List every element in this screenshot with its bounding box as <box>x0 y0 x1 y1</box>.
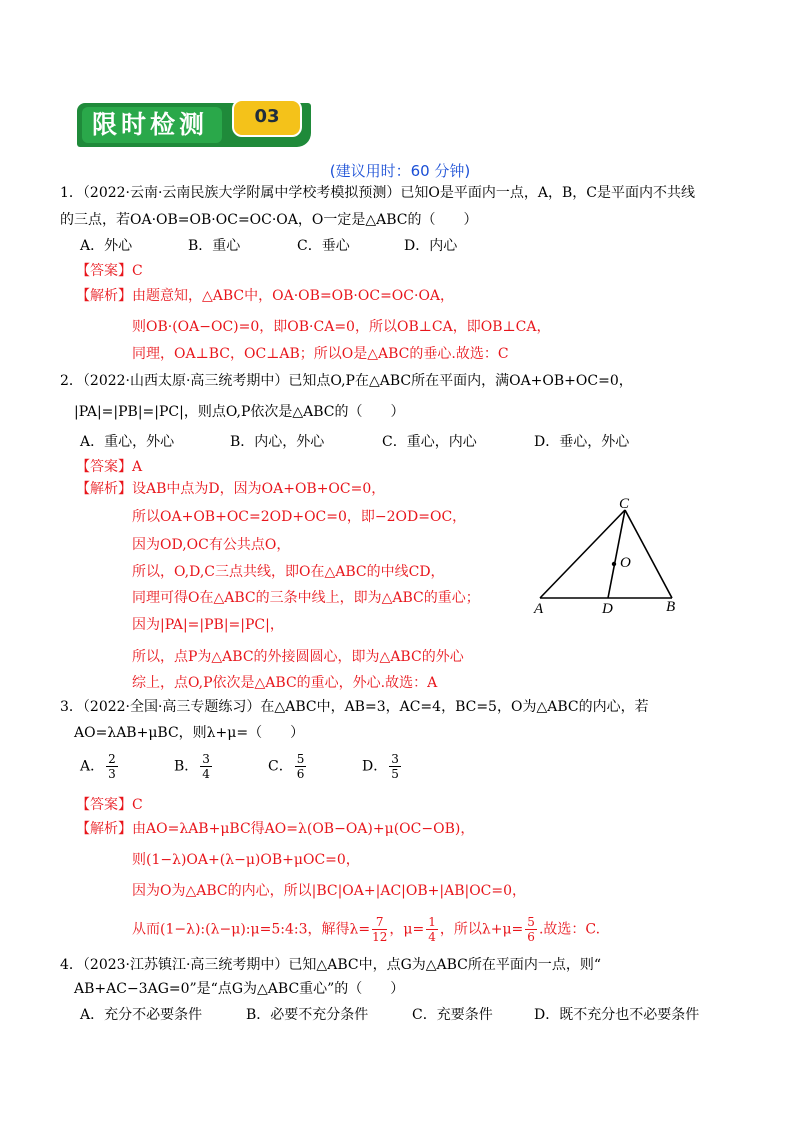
q3-option-a-fraction: $\frac{2}{3}$ <box>108 752 116 781</box>
q2-option-a: A．重心，外心 <box>80 434 175 450</box>
q3-option-b-fraction: $\frac{3}{4}$ <box>202 752 210 781</box>
label-d: D <box>602 601 613 617</box>
q3-lambda-fraction: $\frac{7}{12}$ <box>372 915 388 944</box>
q2-answer: 【答案】A <box>76 459 143 475</box>
triangle-figure <box>530 492 690 617</box>
q2-explanation-8: 综上，点O,P依次是△ABC的重心，外心.故选：A <box>132 675 438 691</box>
q3-explanation-2: 则(1−λ)OA+(λ−μ)OB+μOC=0， <box>132 852 360 868</box>
q1-option-a: A．外心 <box>80 238 133 254</box>
q2-line2: |PA|=|PB|=|PC|，则点O,P依次是△ABC的（ ） <box>74 404 405 420</box>
label-o: O <box>620 555 631 571</box>
q2-explanation-5: 同理可得O在△ABC的三条中线上，即为△ABC的重心； <box>132 590 480 606</box>
label-a: A <box>534 601 544 617</box>
q3-option-d: D． $\frac{3}{5}$ <box>362 752 399 781</box>
q2-explanation-6: 因为|PA|=|PB|=|PC|， <box>132 617 284 633</box>
q2-option-c: C．重心，内心 <box>382 434 477 450</box>
q3-answer: 【答案】C <box>76 797 143 813</box>
q1-explanation-1: 【解析】由题意知，△ABC中，OA·OB=OB·OC=OC·OA， <box>76 288 455 304</box>
label-b: B <box>666 599 676 615</box>
q3-sum-fraction: $\frac{5}{6}$ <box>527 915 535 944</box>
q3-option-b: B． $\frac{3}{4}$ <box>174 752 210 781</box>
q1-option-c: C．垂心 <box>297 238 350 254</box>
q2-explanation-2: 所以OA+OB+OC=2OD+OC=0，即−2OD=OC， <box>132 509 467 525</box>
q4-option-a: A．充分不必要条件 <box>80 1007 203 1023</box>
q3-explanation-3: 因为O为△ABC的内心，所以|BC|OA+|AC|OB+|AB|OC=0， <box>132 883 527 899</box>
median-cd <box>608 510 625 598</box>
point-o <box>612 562 616 566</box>
q2-explanation-7: 所以，点P为△ABC的外接圆圆心，即为△ABC的外心 <box>132 649 464 665</box>
q4-line1: 4．（2023·江苏镇江·高三统考期中）已知△ABC中，点G为△ABC所在平面内一点，则“ <box>60 957 602 973</box>
q2-option-b: B．内心，外心 <box>230 434 325 450</box>
q2-explanation-4: 所以，O,D,C三点共线，即O在△ABC的中线CD， <box>132 564 445 580</box>
q3-option-d-fraction: $\frac{3}{5}$ <box>391 752 399 781</box>
q3-explanation-1: 【解析】由AO=λAB+μBC得AO=λ(OB−OA)+μ(OC−OB)， <box>76 821 475 837</box>
q1-answer: 【答案】C <box>76 263 143 279</box>
q2-option-d: D．垂心，外心 <box>534 434 630 450</box>
section-number: 03 <box>254 106 280 127</box>
q1-option-b: B．重心 <box>188 238 241 254</box>
q3-option-c-fraction: $\frac{5}{6}$ <box>296 752 305 781</box>
q3-line1: 3．（2022·全国·高三专题练习）在△ABC中，AB=3，AC=4，BC=5，O为△ABC的内心，若 <box>60 699 649 715</box>
q4-option-b: B．必要不充分条件 <box>246 1007 369 1023</box>
q3-option-a: A． $\frac{2}{3}$ <box>80 752 116 781</box>
q1-option-d: D．内心 <box>404 238 458 254</box>
q2-line1: 2．（2022·山西太原·高三统考期中）已知点O,P在△ABC所在平面内，满OA+OB+OC=0， <box>60 373 633 389</box>
q3-line2: AO=λAB+μBC，则λ+μ=（ ） <box>74 725 305 741</box>
q2-explanation-1: 【解析】设AB中点为D，因为OA+OB+OC=0， <box>76 481 386 497</box>
q3-explanation-4: 从而(1−λ):(λ−μ):μ=5:4:3，解得λ= $\frac{7}{12}$ ，μ= $\frac{1}{4}$ ，所以λ+μ= $\frac{5}{6}$ .故选：C. <box>132 915 601 944</box>
side-cb <box>625 510 672 598</box>
q1-line2: 的三点，若OA·OB=OB·OC=OC·OA，O一定是△ABC的（ ） <box>60 212 478 228</box>
side-ac <box>540 510 625 598</box>
q2-explanation-3: 因为OD,OC有公共点O， <box>132 537 291 553</box>
section-title: 限时检测 <box>92 110 209 139</box>
q4-option-c: C．充要条件 <box>412 1007 493 1023</box>
q3-mu-fraction: $\frac{1}{4}$ <box>428 915 436 944</box>
label-c: C <box>619 496 630 512</box>
q1-line1: 1．（2022·云南·云南民族大学附属中学校考模拟预测）已知O是平面内一点，A，B，C是平面内不共线 <box>60 185 696 201</box>
time-note: (建议用时：60 分钟) <box>329 162 471 180</box>
q3-option-c: C． $\frac{5}{6}$ <box>268 752 305 781</box>
q1-explanation-3: 同理，OA⊥BC，OC⊥AB；所以O是△ABC的垂心.故选：C <box>132 346 509 362</box>
q4-option-d: D．既不充分也不必要条件 <box>534 1007 700 1023</box>
q1-explanation-2: 则OB·(OA−OC)=0，即OB·CA=0，所以OB⊥CA，即OB⊥CA， <box>132 319 551 335</box>
q4-line2: AB+AC−3AG=0”是“点G为△ABC重心”的（ ） <box>74 981 405 997</box>
